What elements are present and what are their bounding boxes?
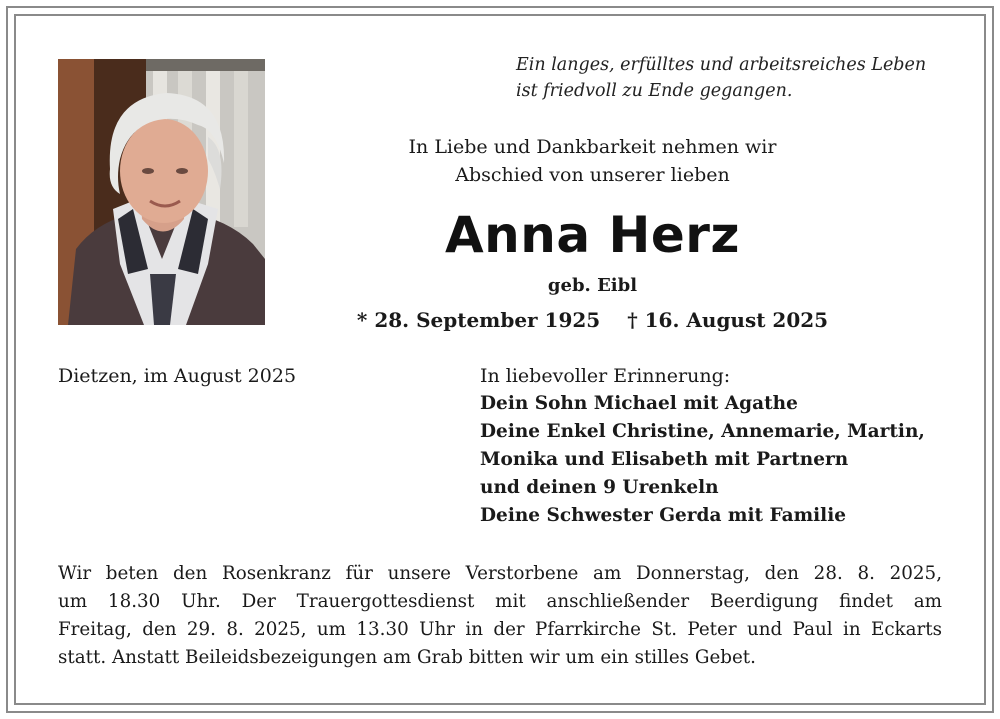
death-date: † 16. August 2025 [627,308,829,332]
motto-line-2: ist friedvoll zu Ende gegangen. [516,81,793,101]
notice-line: um 18.30 Uhr. Der Trauergottesdienst mit anschließender Beerdigung findet am [58,591,942,612]
service-notice [58,560,942,672]
notice-line: statt. Anstatt Beileidsbezeigungen am Grab bitten wir um ein stilles Gebet. [58,647,756,668]
memory-heading: In liebevoller Erinnerung: [480,365,731,387]
place-date: Dietzen, im August 2025 [58,365,297,387]
family-line: und deinen 9 Urenkeln [480,477,719,498]
motto-line-1: Ein langes, erfülltes und arbeitsreiches Leben [516,55,927,75]
motto [500,52,940,104]
life-dates [300,306,885,334]
deceased-name: Anna Herz [444,206,741,264]
intro-text [300,133,885,189]
family-line: Dein Sohn Michael mit Agathe [480,393,798,414]
notice-line: Wir beten den Rosenkranz für unsere Verstorbene am Donnerstag, den 28. 8. 2025, [58,563,942,584]
birth-name: geb. Eibl [547,275,638,296]
intro-line-1: In Liebe und Dankbarkeit nehmen wir [408,136,777,158]
notice-line: Freitag, den 29. 8. 2025, um 13.30 Uhr in der Pfarrkirche St. Peter und Paul in Eckarts [58,619,942,640]
family-list [480,390,925,530]
family-line: Deine Enkel Christine, Annemarie, Martin, [480,421,925,442]
portrait-photo [58,59,265,325]
family-line: Monika und Elisabeth mit Partnern [480,449,849,470]
birth-date: * 28. September 1925 [356,308,601,332]
family-line: Deine Schwester Gerda mit Familie [480,505,846,526]
intro-line-2: Abschied von unserer lieben [455,164,730,186]
